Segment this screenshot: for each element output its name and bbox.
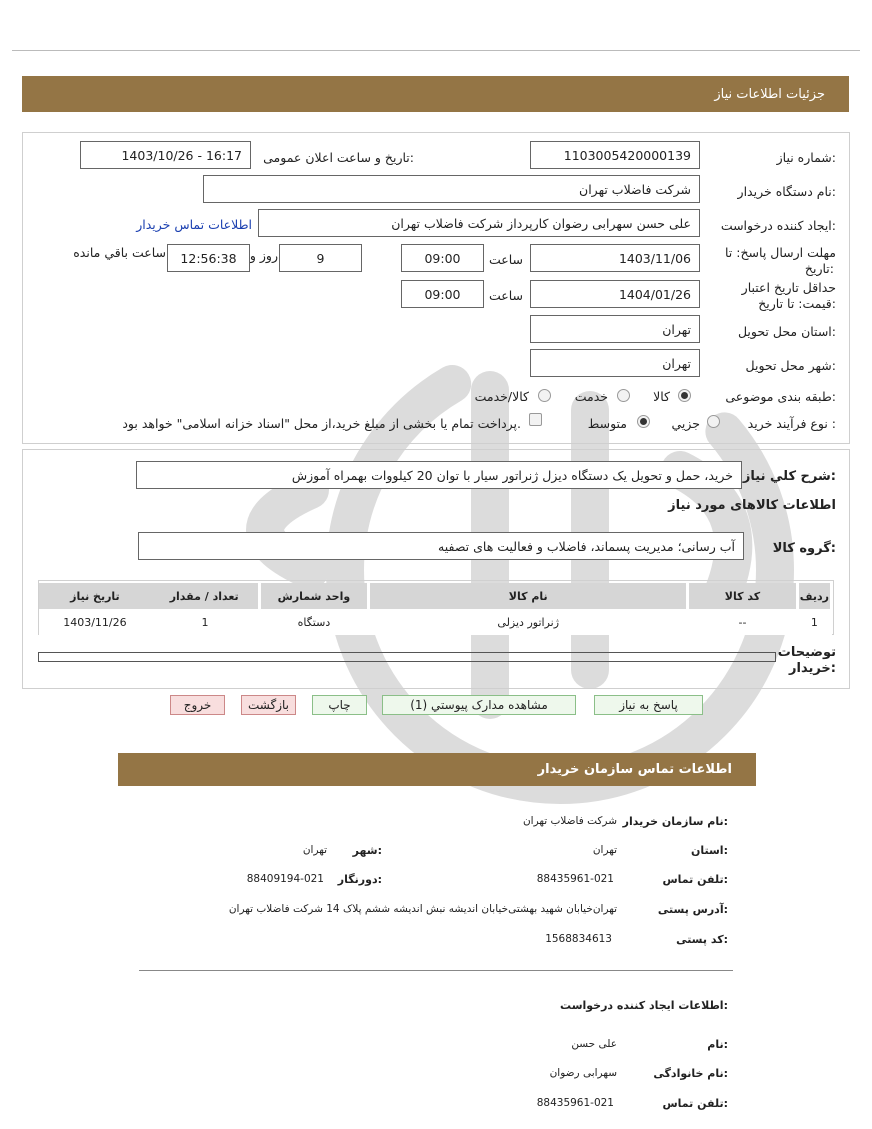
- contact-divider: [139, 970, 733, 971]
- deadline-label: مهلت ارسال پاسخ: تا: [725, 245, 836, 260]
- page-header: [22, 76, 849, 112]
- creator-phone-label: تلفن تماس:: [662, 1097, 728, 1110]
- category-goods-service-radio[interactable]: [538, 389, 551, 402]
- province-field: تهران: [530, 315, 700, 343]
- col-qty: تعداد / مقدار: [151, 583, 259, 609]
- cell-unit: دستگاه: [259, 609, 369, 635]
- buyer-contact-link[interactable]: اطلاعات تماس خریدار: [136, 217, 252, 232]
- category-goods-radio[interactable]: [678, 389, 691, 402]
- reply-button[interactable]: پاسخ به نیاز: [594, 695, 703, 715]
- process-medium-label: متوسط: [587, 416, 627, 431]
- col-unit: واحد شمارش: [259, 583, 369, 609]
- buyer-org-field: شرکت فاضلاب تهران: [203, 175, 700, 203]
- days-label: روز و: [249, 248, 278, 263]
- page-title: جزئیات اطلاعات نیاز: [714, 86, 825, 102]
- col-date: تاریخ نیاز: [39, 583, 151, 609]
- remaining-time-field: 12:56:38: [167, 244, 250, 272]
- buyer-notes-label: توضیحات: [777, 645, 836, 660]
- contact-title: اطلاعات تماس سازمان خریدار: [537, 762, 732, 777]
- back-button[interactable]: بازگشت: [241, 695, 296, 715]
- contact-address-value: تهران‌خیابان شهید بهشتی‌خیابان اندیشه نبش اندیشه ششم پلاک 14 شرکت فاضلاب تهران: [228, 903, 617, 915]
- province-label: استان محل تحویل:: [737, 324, 836, 339]
- category-service-radio[interactable]: [617, 389, 630, 402]
- top-divider: [12, 50, 860, 51]
- cell-name: ژنراتور دیزلی: [369, 609, 688, 635]
- days-remaining-field: 9: [279, 244, 362, 272]
- process-minor-radio[interactable]: [707, 415, 720, 428]
- goods-table-frame: [38, 580, 834, 635]
- buyer-notes-field: [38, 652, 776, 662]
- deadline-label-2: تاریخ:: [804, 261, 834, 276]
- buyer-org-label: نام دستگاه خریدار:: [737, 184, 836, 199]
- need-number-field: 1103005420000139: [530, 141, 700, 169]
- treasury-payment-note: پرداخت تمام یا بخشی از مبلغ خرید،از محل "اسناد خزانه اسلامی" خواهد بود.: [122, 416, 521, 431]
- process-label: نوع فرآیند خرید :: [747, 416, 836, 431]
- treasury-payment-checkbox[interactable]: [529, 413, 542, 426]
- category-goods-service-label: کالا/خدمت: [474, 389, 529, 404]
- creator-family-label: نام خانوادگی:: [653, 1067, 728, 1080]
- contact-header: [118, 753, 756, 786]
- validity-time-label: ساعت: [488, 288, 523, 303]
- deadline-time-label: ساعت: [488, 252, 523, 267]
- goods-table: [39, 583, 833, 635]
- contact-org-label: نام سازمان خریدار:: [622, 815, 728, 828]
- contact-postal-label: کد پستی:: [676, 933, 728, 946]
- city-label: شهر محل تحویل:: [745, 358, 836, 373]
- table-row: [39, 609, 832, 635]
- contact-province-label: استان:: [690, 844, 728, 857]
- creator-name-value: علی حسن: [571, 1038, 617, 1050]
- process-medium-radio[interactable]: [637, 415, 650, 428]
- contact-org-value: شرکت فاضلاب تهران: [522, 815, 617, 827]
- process-minor-label: جزیي: [671, 416, 700, 431]
- goods-info-title: اطلاعات کالاهای مورد نیاز: [668, 498, 836, 513]
- cell-row: 1: [797, 609, 831, 635]
- category-service-label: خدمت: [574, 389, 608, 404]
- remaining-label: ساعت باقي مانده: [73, 245, 166, 260]
- contact-city-label: شهر:: [352, 844, 382, 857]
- goods-table-header: [39, 583, 832, 609]
- contact-phone-label: تلفن تماس:: [662, 873, 728, 886]
- announce-field: 1403/10/26 - 16:17: [80, 141, 251, 169]
- category-label: طبقه بندی موضوعی:: [725, 389, 836, 404]
- contact-phone-value: 88435961-021: [536, 873, 614, 885]
- goods-group-label: گروه کالا:: [772, 541, 836, 556]
- creator-family-value: سهرابی رضوان: [549, 1067, 617, 1079]
- cell-date: 1403/11/26: [39, 609, 151, 635]
- goods-group-field: آب رسانی؛ مدیریت پسماند، فاضلاب و فعالیت های تصفیه: [138, 532, 744, 560]
- contact-city-value: تهران: [302, 844, 327, 856]
- need-number-label: شماره نیاز:: [776, 150, 836, 165]
- print-button[interactable]: چاپ: [312, 695, 367, 715]
- cell-qty: 1: [151, 609, 259, 635]
- buyer-notes-label-2: خریدار:: [789, 661, 836, 676]
- validity-label-2: قیمت: تا تاریخ:: [758, 296, 836, 311]
- city-field: تهران: [530, 349, 700, 377]
- contact-fax-value: 88409194-021: [246, 873, 324, 885]
- creator-info-title: اطلاعات ایجاد کننده درخواست:: [560, 999, 728, 1012]
- col-name: نام کالا: [369, 583, 688, 609]
- contact-fax-label: دورنگار:: [337, 873, 382, 886]
- creator-label: ایجاد کننده درخواست:: [720, 218, 836, 233]
- attachments-button[interactable]: مشاهده مدارک پیوستي (1): [382, 695, 576, 715]
- description-field: خرید، حمل و تحویل یک دستگاه دیزل ژنراتور سیار با توان 20 کیلووات بهمراه آموزش: [136, 461, 742, 489]
- deadline-time-field: 09:00: [401, 244, 484, 272]
- category-goods-label: کالا: [653, 389, 670, 404]
- creator-name-label: نام:: [707, 1038, 728, 1051]
- col-code: کد کالا: [688, 583, 798, 609]
- deadline-date-field: 1403/11/06: [530, 244, 700, 272]
- contact-postal-value: 1568834613: [545, 933, 612, 945]
- description-label: شرح کلي نياز:: [742, 469, 836, 484]
- validity-label: حداقل تاریخ اعتبار: [741, 280, 836, 295]
- validity-time-field: 09:00: [401, 280, 484, 308]
- validity-date-field: 1404/01/26: [530, 280, 700, 308]
- creator-phone-value: 88435961-021: [536, 1097, 614, 1109]
- announce-label: تاریخ و ساعت اعلان عمومی:: [263, 150, 414, 165]
- contact-address-label: آدرس پستی:: [657, 903, 728, 916]
- col-row: ردیف: [797, 583, 831, 609]
- creator-field: علی حسن سهرابی رضوان کارپرداز شرکت فاضلاب تهران: [258, 209, 700, 237]
- cell-code: --: [688, 609, 798, 635]
- exit-button[interactable]: خروج: [170, 695, 225, 715]
- contact-province-value: تهران: [592, 844, 617, 856]
